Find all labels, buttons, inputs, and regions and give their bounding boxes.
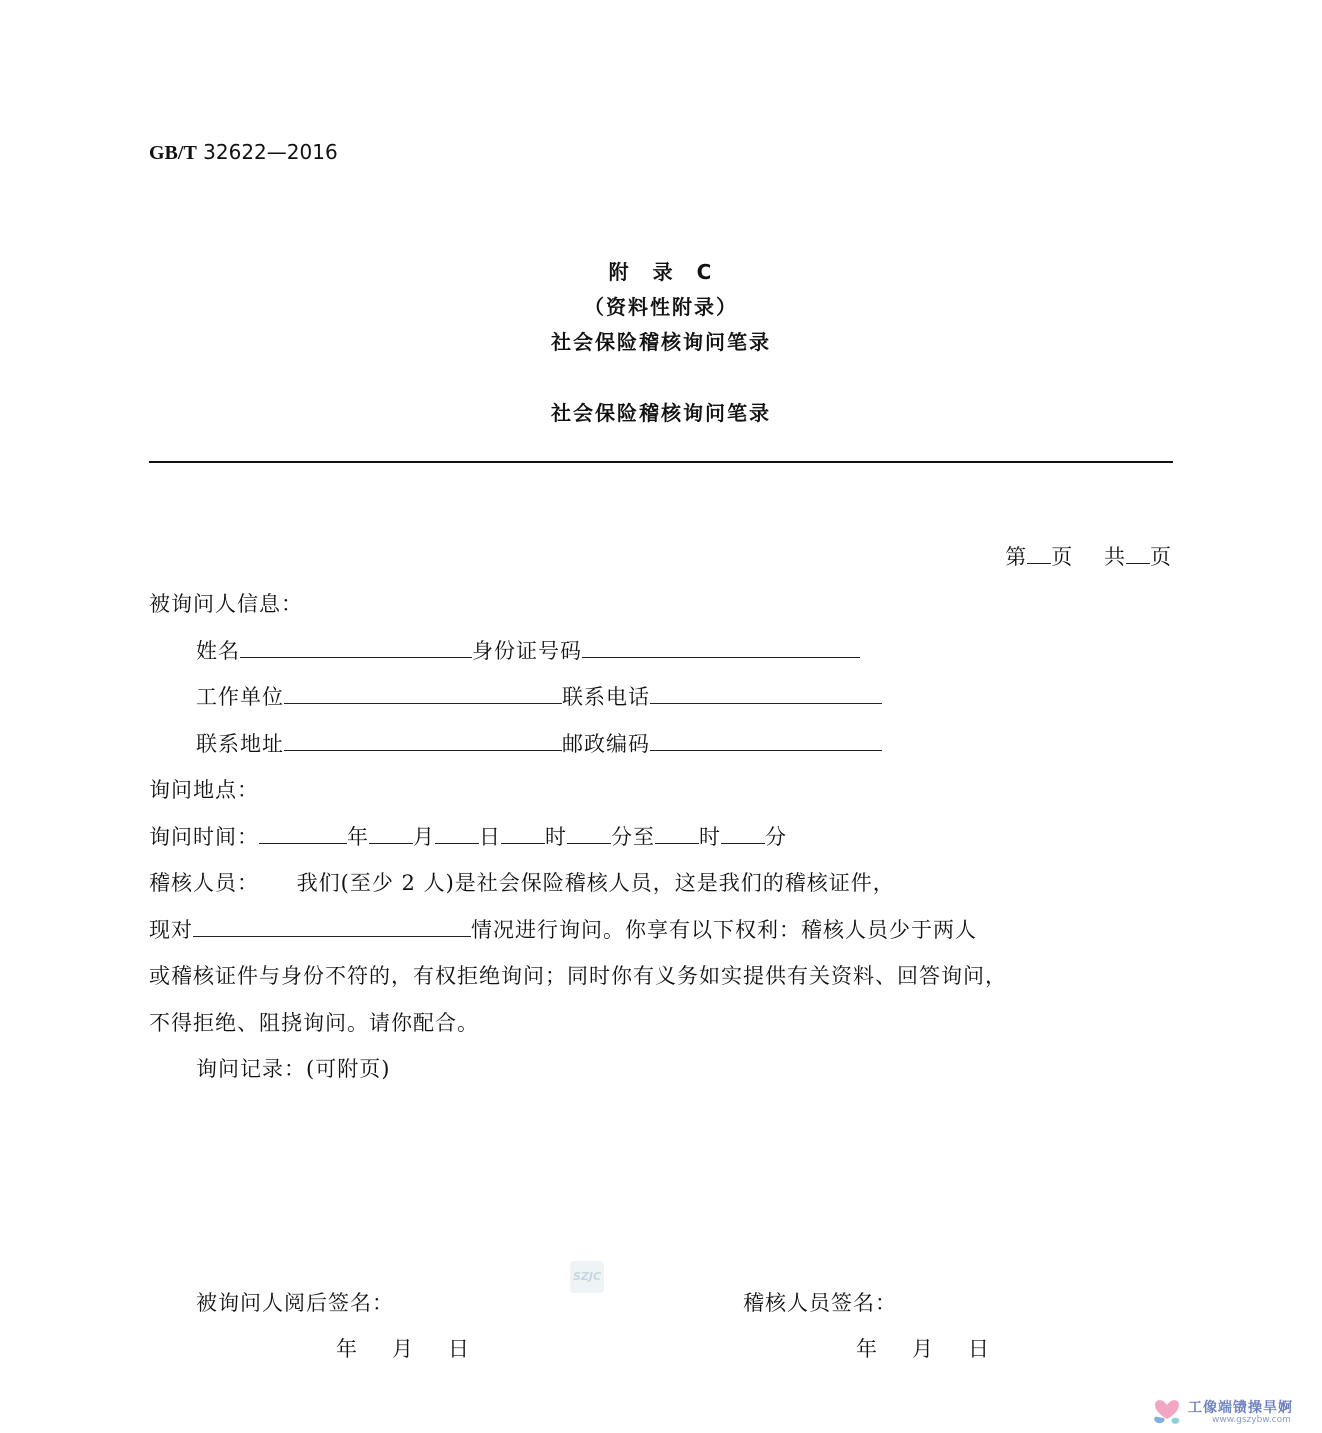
page-counter bbox=[1005, 541, 1172, 571]
address-row bbox=[196, 728, 882, 758]
auditor-statement-row bbox=[149, 867, 895, 897]
id-number-field[interactable] bbox=[582, 639, 860, 658]
standard-prefix: GB/T bbox=[149, 142, 197, 164]
appendix-type: （资料性附录） bbox=[584, 295, 738, 319]
form-title: 社会保险稽核询问笔录 bbox=[551, 401, 771, 425]
auditor-sign-date bbox=[856, 1333, 990, 1363]
statement-line-2b: 情况进行询问。你享有以下权利：稽核人员少于两人 bbox=[471, 918, 977, 942]
date-month: 月 bbox=[392, 1337, 414, 1361]
statement-line-2a: 现对 bbox=[149, 918, 193, 942]
location-label: 询问地点： bbox=[149, 778, 259, 802]
month-label: 月 bbox=[413, 825, 435, 849]
date-day: 日 bbox=[968, 1337, 990, 1361]
start-hour-field[interactable] bbox=[501, 825, 545, 844]
total-unit: 页 bbox=[1150, 545, 1172, 569]
page-label: 第 bbox=[1005, 545, 1028, 569]
record-label: 询问记录：(可附页) bbox=[196, 1057, 391, 1081]
standard-number bbox=[149, 140, 338, 165]
appendix-name: 社会保险稽核询问笔录 bbox=[551, 330, 771, 354]
statement-line-1: 我们(至少 2 人)是社会保险稽核人员，这是我们的稽核证件， bbox=[296, 871, 895, 895]
standard-code: 32622—2016 bbox=[203, 140, 338, 164]
site-url: www.gszybw.com bbox=[1212, 1415, 1291, 1425]
respondent-sign-label: 被询问人阅后签名： bbox=[196, 1291, 394, 1315]
address-label: 联系地址 bbox=[196, 732, 284, 756]
phone-label: 联系电话 bbox=[562, 685, 650, 709]
page-unit: 页 bbox=[1051, 545, 1074, 569]
hour-label: 时 bbox=[545, 825, 567, 849]
end-minute-label: 分 bbox=[765, 825, 787, 849]
date-day: 日 bbox=[448, 1337, 470, 1361]
watermark-mark: SZJC bbox=[570, 1261, 604, 1293]
appendix-title: 附 录 C bbox=[608, 260, 714, 284]
minute-to-label: 分至 bbox=[611, 825, 655, 849]
auditor-label: 稽核人员： bbox=[149, 871, 259, 895]
month-field[interactable] bbox=[369, 825, 413, 844]
end-hour-field[interactable] bbox=[655, 825, 699, 844]
date-year: 年 bbox=[336, 1337, 358, 1361]
site-logo-icon bbox=[1150, 1395, 1184, 1425]
respondent-sign-date bbox=[336, 1333, 470, 1363]
year-label: 年 bbox=[347, 825, 369, 849]
name-row bbox=[196, 635, 860, 665]
date-month: 月 bbox=[912, 1337, 934, 1361]
employer-label: 工作单位 bbox=[196, 685, 284, 709]
id-label: 身份证号码 bbox=[472, 639, 582, 663]
employer-row bbox=[196, 681, 882, 711]
time-label: 询问时间： bbox=[149, 825, 259, 849]
statement-line-3: 或稽核证件与身份不符的，有权拒绝询问；同时你有义务如实提供有关资料、回答询问， bbox=[149, 964, 1007, 988]
auditor-sign-label: 稽核人员签名： bbox=[743, 1291, 897, 1315]
time-row bbox=[149, 821, 787, 851]
name-field[interactable] bbox=[240, 639, 472, 658]
address-field[interactable] bbox=[284, 732, 562, 751]
title-divider bbox=[149, 461, 1173, 463]
name-label: 姓名 bbox=[196, 639, 240, 663]
postcode-field[interactable] bbox=[650, 732, 882, 751]
date-year: 年 bbox=[856, 1337, 878, 1361]
employer-field[interactable] bbox=[284, 685, 562, 704]
start-minute-field[interactable] bbox=[567, 825, 611, 844]
end-hour-label: 时 bbox=[699, 825, 721, 849]
statement-row-2 bbox=[149, 914, 977, 944]
end-minute-field[interactable] bbox=[721, 825, 765, 844]
statement-line-4: 不得拒绝、阻挠询问。请你配合。 bbox=[149, 1011, 479, 1035]
day-field[interactable] bbox=[435, 825, 479, 844]
phone-field[interactable] bbox=[650, 685, 882, 704]
page-number-blank[interactable] bbox=[1027, 545, 1051, 564]
year-field[interactable] bbox=[259, 825, 347, 844]
total-pages-blank[interactable] bbox=[1126, 545, 1150, 564]
site-name: 工像端镄操旱婀 bbox=[1188, 1400, 1293, 1416]
respondent-info-label: 被询问人信息： bbox=[149, 592, 303, 616]
day-label: 日 bbox=[479, 825, 501, 849]
postcode-label: 邮政编码 bbox=[562, 732, 650, 756]
total-label: 共 bbox=[1104, 545, 1126, 569]
subject-field[interactable] bbox=[193, 918, 471, 937]
